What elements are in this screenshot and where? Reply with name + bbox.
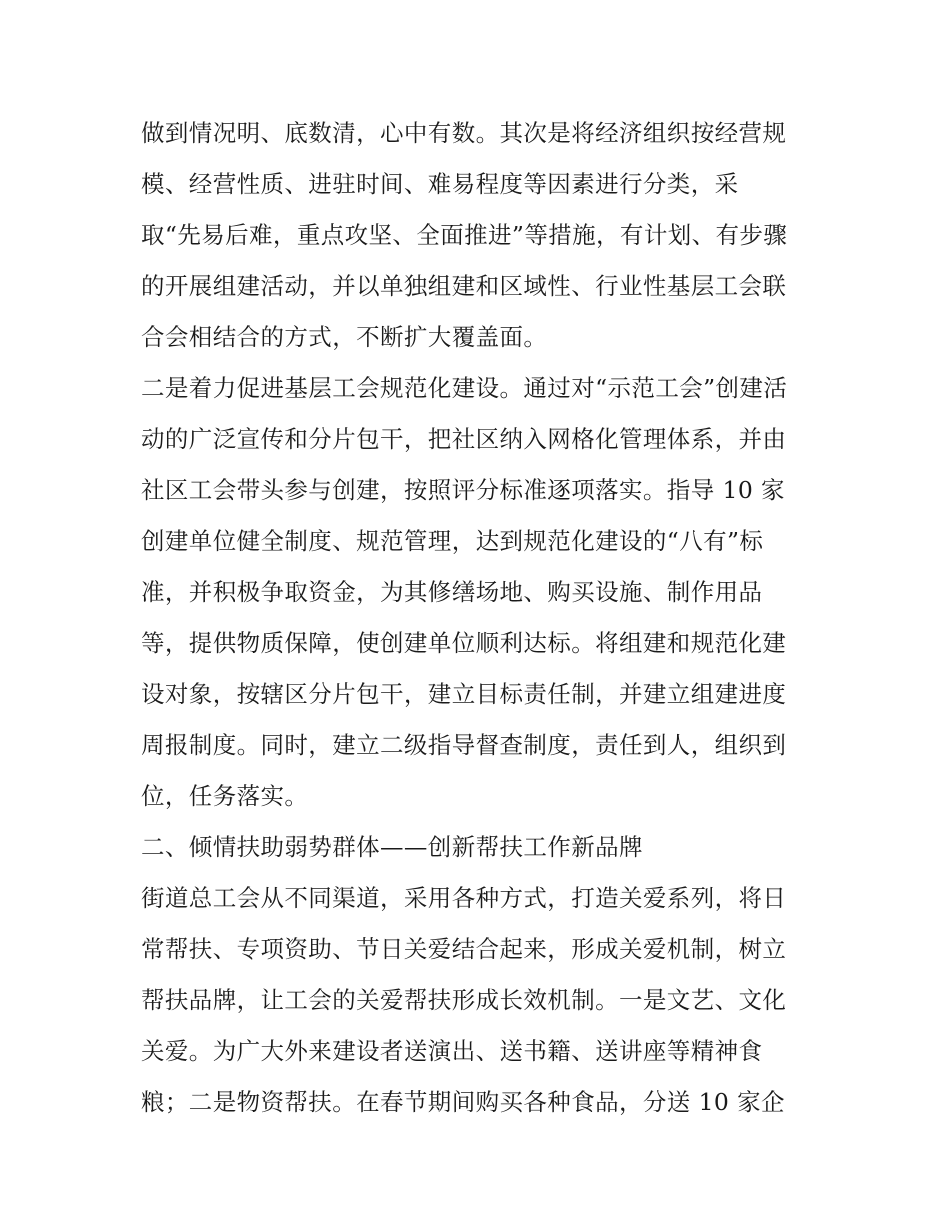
text-line: 动的广泛宣传和分片包干，把社区纳入网格化管理体系，并由 <box>141 425 787 453</box>
text-line: 取“先易后难，重点攻坚、全面推进”等措施，有计划、有步骤 <box>141 221 788 249</box>
text-line: 常帮扶、专项资助、节日关爱结合起来，形成关爱机制，树立 <box>141 935 787 963</box>
text-line: 模、经营性质、进驻时间、难易程度等因素进行分类，采 <box>141 170 739 198</box>
text-line: 社区工会带头参与创建，按照评分标准逐项落实。指导 10 家 <box>141 476 785 504</box>
text-line: 创建单位健全制度、规范管理，达到规范化建设的“八有”标 <box>141 527 764 555</box>
paragraph-heading-line: 二是着力促进基层工会规范化建设。通过对“示范工会”创建活 <box>141 374 788 402</box>
text-line: 粮；二是物资帮扶。在春节期间购买各种食品，分送 10 家企 <box>141 1088 785 1116</box>
text-line: 准，并积极争取资金，为其修缮场地、购买设施、制作用品 <box>141 578 763 606</box>
text-line: 周报制度。同时，建立二级指导督查制度，责任到人，组织到 <box>141 731 787 759</box>
section-heading: 二、倾情扶助弱势群体——创新帮扶工作新品牌 <box>141 833 643 861</box>
text-line: 的开展组建活动，并以单独组建和区域性、行业性基层工会联 <box>141 272 787 300</box>
text-line: 设对象，按辖区分片包干，建立目标责任制，并建立组建进度 <box>141 680 787 708</box>
text-line: 帮扶品牌，让工会的关爱帮扶形成长效机制。一是文艺、文化 <box>141 986 787 1014</box>
text-line: 做到情况明、底数清，心中有数。其次是将经济组织按经营规 <box>141 119 787 147</box>
text-line: 合会相结合的方式，不断扩大覆盖面。 <box>141 323 548 351</box>
text-line: 位，任务落实。 <box>141 782 309 810</box>
text-line: 关爱。为广大外来建设者送演出、送书籍、送讲座等精神食 <box>141 1037 763 1065</box>
text-line: 等，提供物质保障，使创建单位顺利达标。将组建和规范化建 <box>141 629 787 657</box>
text-line: 街道总工会从不同渠道，采用各种方式，打造关爱系列，将日 <box>141 884 787 912</box>
body-text <box>141 108 821 1128</box>
